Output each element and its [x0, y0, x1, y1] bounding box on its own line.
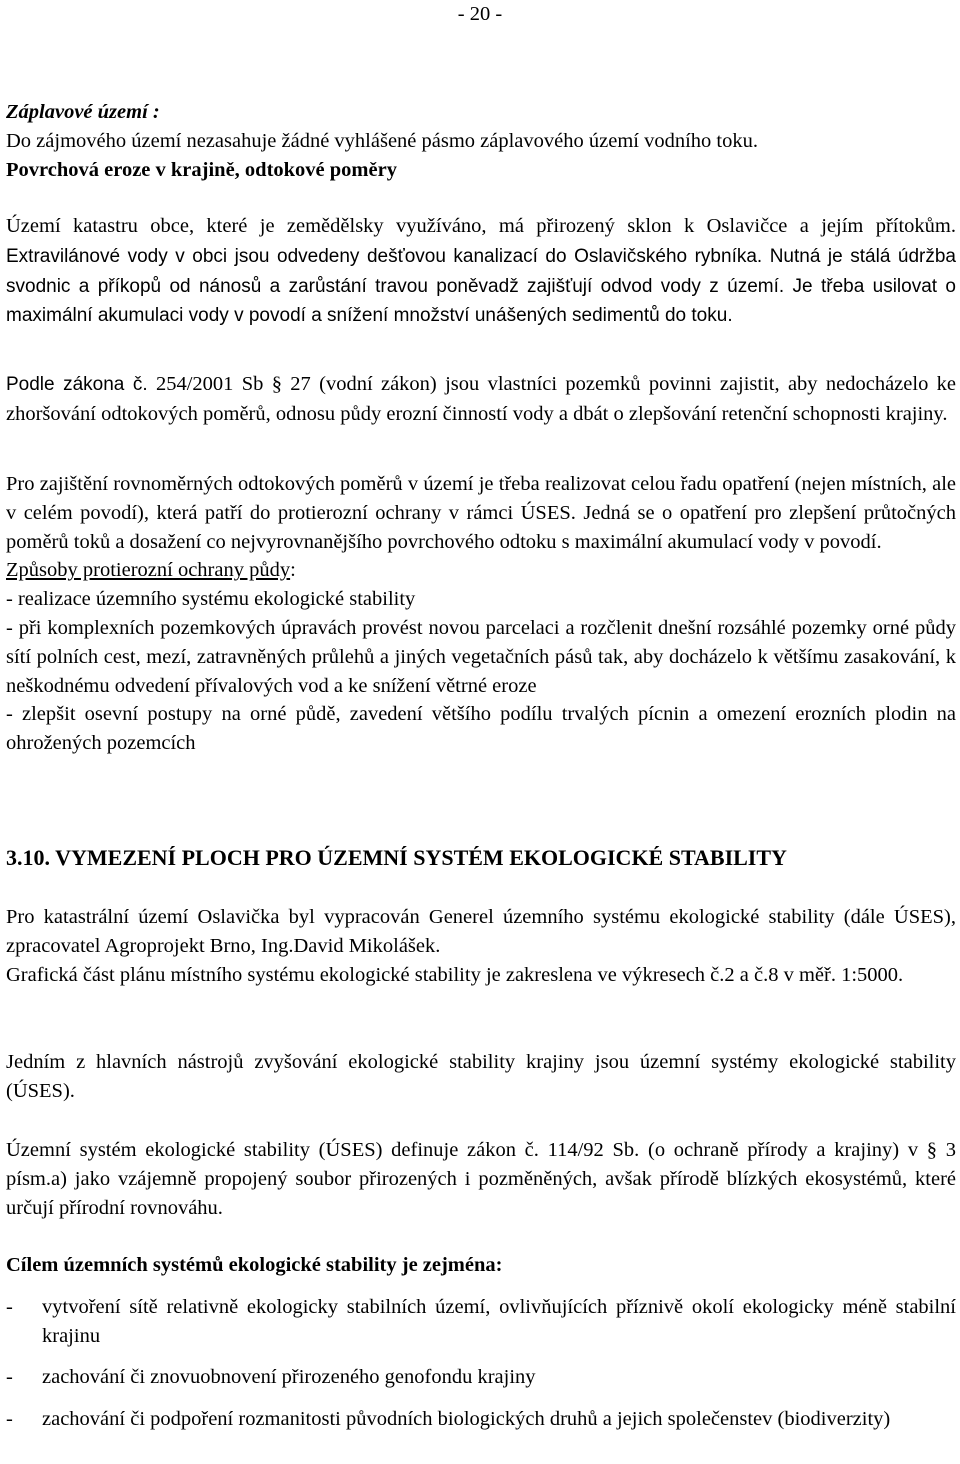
goal-text: zachování či znovuobnovení přirozeného genofondu krajiny [42, 1366, 536, 1389]
section-paragraph-3: Jedním z hlavních nástrojů zvyšování ekologické stability krajiny jsou územní systémy ekologické stability (ÚSES). [6, 1051, 956, 1102]
section-tools-block [6, 1048, 956, 1106]
goal-dash: - [6, 1408, 13, 1431]
flood-title: Záplavové území : [6, 101, 160, 123]
goals-title: Cílem územních systémů ekologické stability je zejména: [6, 1254, 503, 1276]
erosion-paragraph-3: Pro zajištění rovnoměrných odtokových poměrů v území je třeba realizovat celou řadu opatření (nejen místních, ale v celém povodí), která patří do protierozní ochrany v rámci ÚSES. Jedná se o opatření pro zlepšení průtočných poměrů toků a dosažení co nejvyrovnanějšího povrchového odtoku s maximální akumulací vody v povodí. [6, 473, 956, 553]
goal-item [6, 1363, 956, 1392]
goal-dash: - [6, 1366, 13, 1389]
flood-text: Do zájmového území nezasahuje žádné vyhlášené pásmo záplavového území vodního toku. [6, 129, 758, 152]
measures-block [6, 470, 956, 758]
section-paragraph-2: Grafická část plánu místního systému ekologické stability je zakreslena ve výkresech č.2 a č.8 v měř. 1:5000. [6, 963, 904, 986]
erosion-p2-law: 254/2001 Sb § 27 (vodní zákon) jsou vlastníci pozemků povinni zajistit, aby nedocházelo ke zhoršování odtokových poměrů, odnosu půdy erozní činností vody a dbát o zlepšování retenční schopnosti krajiny. [6, 373, 956, 425]
law-block [6, 370, 956, 429]
erosion-p1-accumulation: Je třeba usilovat o maximální akumulaci vody v povodí a snížení množství unášených sedimentů do toku. [6, 275, 956, 327]
erosion-p1-drainage: Extravilánové vody v obci jsou odvedeny dešťovou kanalizací do Oslavičského rybníka. Nutná je stálá údržba svodnic a příkopů od nánosů a zarůstání travou poněvadž zajišťují odvod vody z území. [6, 245, 956, 297]
goal-text: zachování či podpoření rozmanitosti původních biologických druhů a jejich společenstev (biodiverzity) [42, 1408, 891, 1431]
flood-block [6, 98, 956, 184]
goal-text: vytvoření sítě relativně ekologicky stabilních území, ovlivňujících příznivě okolí ekologicky méně stabilní krajinu [42, 1295, 956, 1347]
goal-dash: - [6, 1295, 13, 1318]
erosion-block [6, 212, 956, 331]
methods-title-colon: : [290, 559, 296, 582]
method-item: - zlepšit osevní postupy na orné půdě, zavedení většího podílu trvalých pícnin a omezení erozních plodin na ohrožených pozemcích [6, 703, 956, 755]
section-paragraph-4: Územní systém ekologické stability (ÚSES) definuje zákon č. 114/92 Sb. (o ochraně přírody a krajiny) v § 3 písm.a) jako vzájemně propojený soubor přirozených i pozměněných, avšak přírodě blízkých ekosystémů, které určují přírodní rovnováhu. [6, 1139, 956, 1219]
section-heading: 3.10. VYMEZENÍ PLOCH PRO ÚZEMNÍ SYSTÉM EKOLOGICKÉ STABILITY [6, 845, 787, 870]
section-heading-block [6, 844, 956, 873]
erosion-p2-law-prefix: Podle zákona č. [6, 374, 148, 395]
methods-title-text: Způsoby protierozní ochrany půdy [6, 559, 291, 582]
goal-item [6, 1293, 956, 1351]
section-intro-block [6, 903, 956, 989]
goal-item [6, 1405, 956, 1434]
erosion-p1-intro: Území katastru obce, které je zemědělsky využíváno, má přirozený sklon k Oslavičce a jejím přítokům. [6, 215, 956, 237]
section-definition-block [6, 1136, 956, 1222]
method-item: - při komplexních pozemkových úpravách provést novou parcelaci a rozčlenit dnešní rozsáhlé pozemky orné půdy sítí polních cest, mezí, zatravněných průlehů a jiných vegetačních pásů tak, aby docházelo k většímu zasakování, k neškodnému odvedení přívalových vod a ke snížení větrné eroze [6, 616, 956, 697]
goals-block [6, 1251, 956, 1434]
erosion-title: Povrchová eroze v krajině, odtokové poměry [6, 158, 397, 181]
erosion-paragraph-1 [6, 212, 956, 331]
methods-title [6, 556, 956, 585]
page-number: - 20 - [457, 3, 503, 25]
erosion-paragraph-2 [6, 370, 956, 429]
method-item: - realizace územního systému ekologické stability [6, 588, 416, 611]
section-paragraph-1: Pro katastrální území Oslavička byl vypracován Generel územního systému ekologické stability (dále ÚSES), zpracovatel Agroprojekt Brno, Ing.David Mikolášek. [6, 906, 956, 957]
